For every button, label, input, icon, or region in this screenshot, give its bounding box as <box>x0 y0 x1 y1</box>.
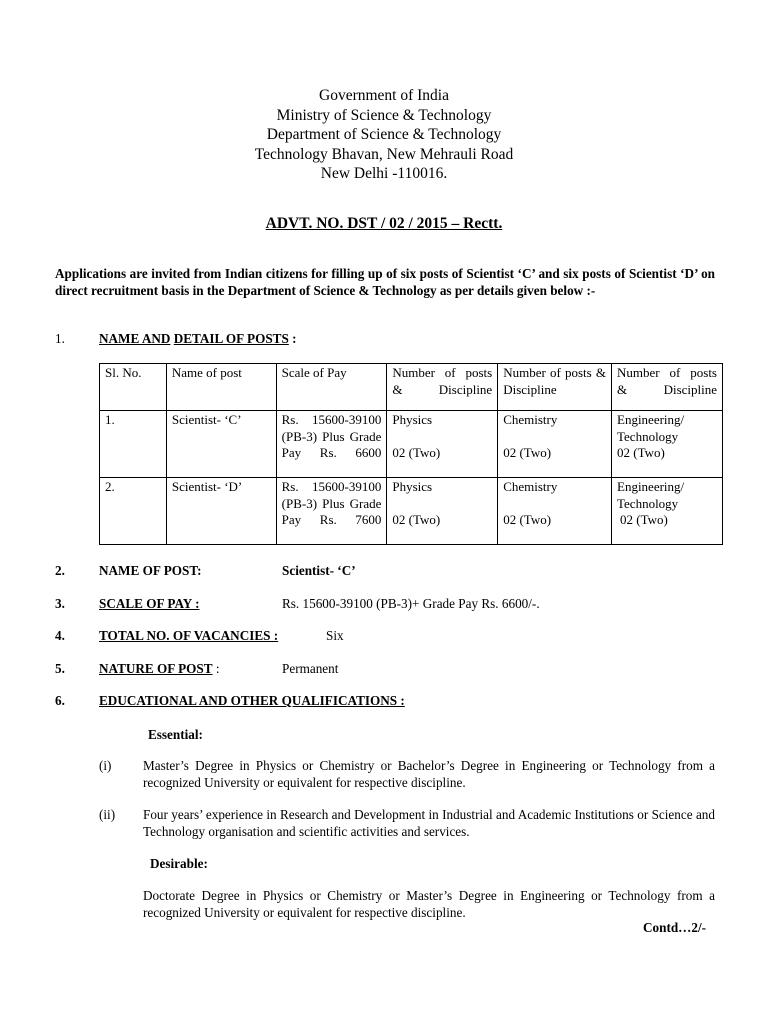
discipline-cell <box>387 478 498 545</box>
discipline-count: 02 (Two) <box>503 445 552 460</box>
section-1-title-c: : <box>288 331 297 346</box>
essential-item-text: Four years’ experience in Research and Development in Industrial and Academic Institutions or Science and Technology organisation and scientific activities and services. <box>143 807 715 839</box>
essential-heading: Essential: <box>148 727 203 742</box>
desirable-text: Doctorate Degree in Physics or Chemistry or Master’s Degree in Engineering or Technology from a recognized University or equivalent for respective discipline. <box>143 888 715 920</box>
discipline-name: Physics <box>392 479 433 494</box>
section-5-label: NATURE OF POST <box>99 661 213 676</box>
section-5-colon: : <box>212 661 220 676</box>
posts-table <box>99 363 723 545</box>
table-header-cell: Sl. No. <box>100 364 167 411</box>
section-6-number: 6. <box>55 693 65 708</box>
section-5-number: 5. <box>55 661 65 676</box>
sl-no-cell: 2. <box>100 478 167 545</box>
essential-item-text: Master’s Degree in Physics or Chemistry or Bachelor’s Degree in Engineering or Technology from a recognized University or equivalent for respective discipline. <box>143 758 715 790</box>
post-name-cell: Scientist- ‘D’ <box>166 478 276 545</box>
discipline-count: 02 (Two) <box>617 445 665 460</box>
pay-scale-cell: Rs. 15600-39100 (PB-3) Plus Grade Pay Rs. 6600 <box>276 411 387 478</box>
header-line-2: Ministry of Science & Technology <box>276 106 492 124</box>
section-5-title <box>99 661 220 678</box>
discipline-count: 02 (Two) <box>392 512 441 527</box>
discipline-count: 02 (Two) <box>620 512 668 527</box>
table-header-cell: Scale of Pay <box>276 364 387 411</box>
header-line-4: Technology Bhavan, New Mehrauli Road <box>254 145 514 163</box>
section-4-label: TOTAL NO. OF VACANCIES : <box>99 628 279 643</box>
letterhead <box>0 86 768 184</box>
section-2-label: NAME OF POST: <box>99 563 202 578</box>
advertisement-number: ADVT. NO. DST / 02 / 2015 – Rectt. <box>265 215 503 232</box>
discipline-name: Engineering/ Technology <box>617 412 685 444</box>
section-3-value: Rs. 15600-39100 (PB-3)+ Grade Pay Rs. 6600/-. <box>282 596 540 611</box>
sl-no-cell: 1. <box>100 411 167 478</box>
discipline-name: Physics <box>392 412 433 427</box>
discipline-count: 02 (Two) <box>392 445 441 460</box>
header-line-5: New Delhi -110016. <box>320 165 448 182</box>
table-header-row <box>100 364 723 411</box>
header-line-1: Government of India <box>319 87 449 104</box>
section-5-value: Permanent <box>282 661 339 676</box>
discipline-cell <box>612 411 723 478</box>
intro-paragraph: Applications are invited from Indian citizens for filling up of six posts of Scientist ‘C’ and six posts of Scientist ‘D’ on direct recruitment basis in the Department of Science & Technology as per details given below :- <box>55 266 715 298</box>
discipline-count: 02 (Two) <box>503 512 552 527</box>
header-line-3: Department of Science & Technology <box>266 126 502 143</box>
discipline-name: Engineering/ Technology <box>617 479 685 511</box>
section-1-number: 1. <box>55 331 65 346</box>
section-1-title-b: DETAIL OF POSTS <box>173 331 289 346</box>
discipline-cell <box>612 478 723 545</box>
essential-item-number: (i) <box>99 758 112 773</box>
discipline-name: Chemistry <box>503 479 558 494</box>
continued-note: Contd…2/- <box>643 920 707 935</box>
section-1-title-a: NAME AND <box>99 331 171 346</box>
pay-scale-cell: Rs. 15600-39100 (PB-3) Plus Grade Pay Rs. 7600 <box>276 478 387 545</box>
discipline-cell <box>498 411 612 478</box>
section-4-value: Six <box>326 628 344 643</box>
table-header-cell: Name of post <box>166 364 276 411</box>
section-2-value: Scientist- ‘C’ <box>282 563 356 578</box>
section-3-label: SCALE OF PAY : <box>99 596 200 611</box>
section-6-label: EDUCATIONAL AND OTHER QUALIFICATIONS : <box>99 693 405 708</box>
table-row <box>100 478 723 545</box>
table-header-cell: Number of posts & Discipline <box>612 364 723 411</box>
discipline-cell <box>387 411 498 478</box>
table-header-cell: Number of posts & Discipline <box>498 364 612 411</box>
table-header-cell: Number of posts & Discipline <box>387 364 498 411</box>
section-2-number: 2. <box>55 563 65 578</box>
table-row <box>100 411 723 478</box>
desirable-heading: Desirable: <box>150 856 208 871</box>
section-1-title <box>99 331 297 348</box>
post-name-cell: Scientist- ‘C’ <box>166 411 276 478</box>
discipline-cell <box>498 478 612 545</box>
section-4-number: 4. <box>55 628 65 643</box>
essential-item-number: (ii) <box>99 807 116 822</box>
section-3-number: 3. <box>55 596 65 611</box>
discipline-name: Chemistry <box>503 412 558 427</box>
